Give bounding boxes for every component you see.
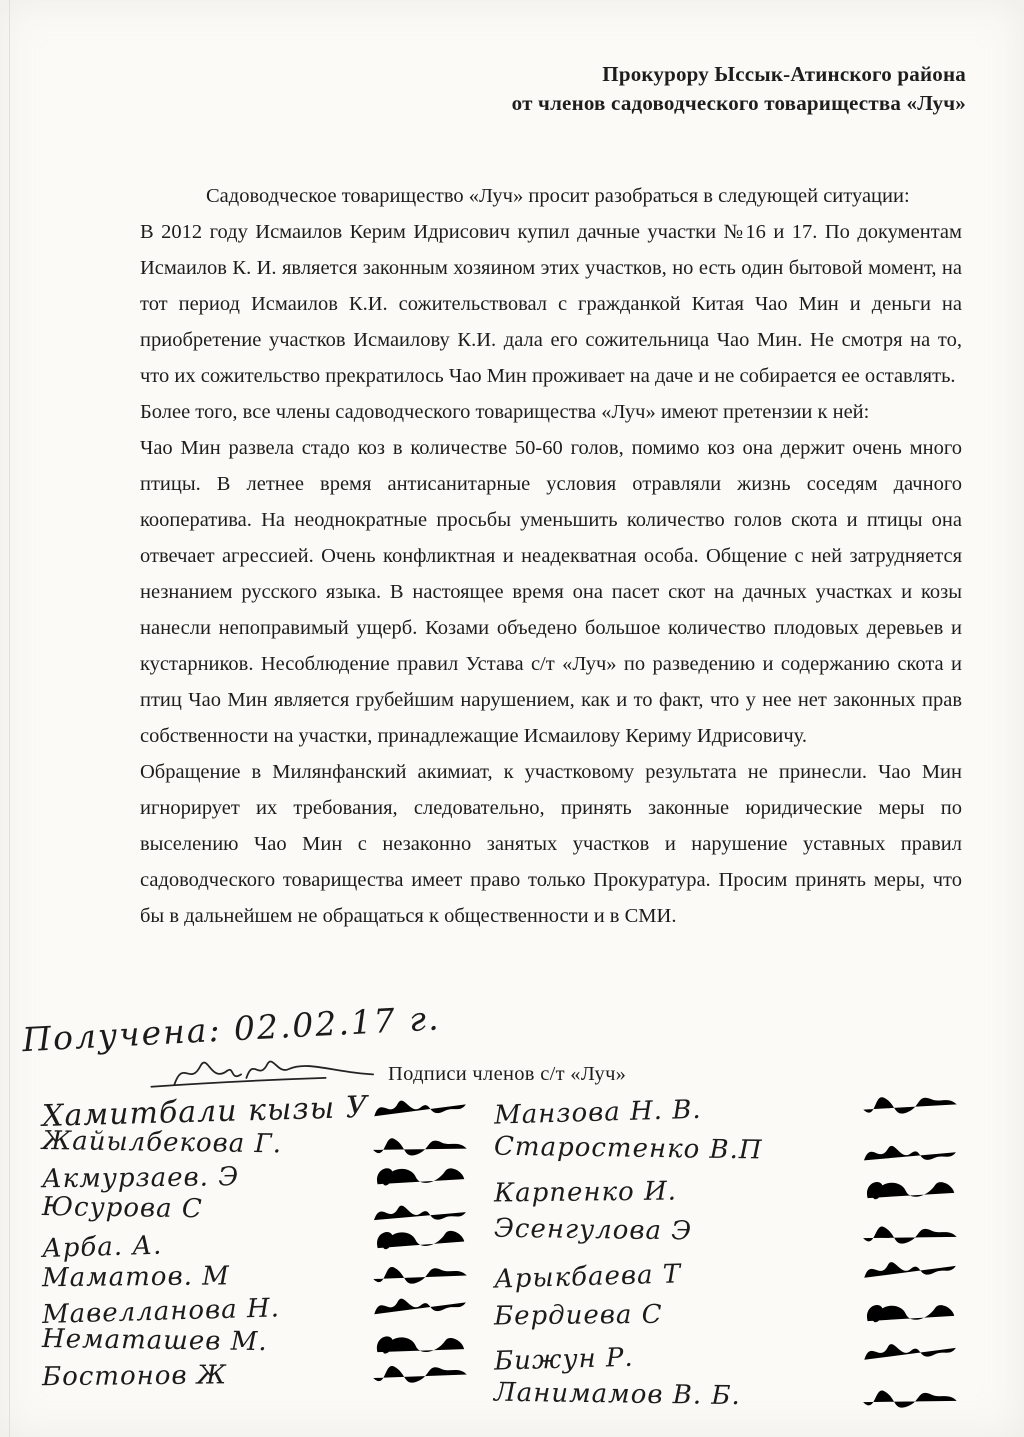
signature-mark [368, 1087, 473, 1124]
paragraph-request: Обращение в Милянфанский акимиат, к участковому результата не принесли. Чао Мин игнорирует их требования, следовательно, принять законные юридические меры по выселению Чао Мин с незаконно занятых участков и нарушение уставных правил садоводческого товарищества имеет право только Прокуратура. Просим принять меры, что бы в дальнейшем не обращаться к общественности и в СМИ. [140, 761, 962, 927]
signer-name: Нематашев М. [41, 1323, 268, 1357]
signer-name: Арыкбаева Т [493, 1258, 682, 1295]
signer-row [494, 1372, 970, 1420]
signature-mark [367, 1220, 472, 1257]
signer-row [494, 1126, 970, 1174]
signature-mark [851, 1171, 969, 1206]
signature-flourish-mark [140, 1048, 388, 1092]
signer-name: Арба. А. [41, 1230, 163, 1264]
signer-row [494, 1168, 969, 1214]
signer-name: Старостенко В.П [493, 1131, 763, 1165]
letter-body [140, 178, 962, 934]
letter-header [512, 60, 966, 118]
signer-name: Юсурова С [41, 1191, 203, 1224]
signer-name: Жайылбекова Г. [41, 1125, 283, 1159]
signature-mark [850, 1331, 969, 1368]
signature-mark [851, 1294, 969, 1329]
received-note-handwritten: Получена: 02.02.17 г. [21, 998, 442, 1060]
paragraph-claims-intro: Более того, все члены садоводческого товарищества «Луч» имеют претензии к ней: [140, 401, 870, 423]
header-sender-line: от членов садоводческого товарищества «Луч» [511, 91, 966, 115]
scan-edge-line [9, 0, 10, 1437]
signers-column-right [494, 1088, 969, 1416]
signer-name: Акмурзаев. Э [41, 1161, 240, 1194]
signer-name: Бостонов Ж [41, 1359, 228, 1392]
signer-name: Эсенгулова Э [493, 1213, 693, 1246]
signature-mark [851, 1380, 969, 1416]
signature-mark [850, 1249, 969, 1286]
signer-name: Карпенко И. [493, 1176, 678, 1208]
paragraph-purchase-history: В 2012 году Исмаилов Керим Идрисович купил дачные участки №16 и 17. По документам Исмаилов К. И. является законным хозяином этих участков, но есть один бытовой момент, на тот период Исмаилов К.И. сожительствовал с гражданкой Китая Чао Мин и деньги на приобретение участков Исмаилову К.И. дала его сожительница Чао Мин. Не смотря на то, что их сожительство прекратилось Чао Мин проживает на даче и не собирается ее оставлять. [140, 221, 962, 387]
paragraph-intro: Садоводческое товарищество «Луч» просит разобраться в следующей ситуации: [206, 185, 910, 207]
paragraph-complaints: Чао Мин развела стадо коз в количестве 50-60 голов, помимо коз она держит очень много птицы. В летнее время антисанитарные условия отравляли жизнь соседям дачного кооператива. На неоднократные просьбы уменьшить количество голов скота и птицы она отвечает агрессией. Очень конфликтная и неадекватная особа. Общение с ней затрудняется незнанием русского языка. В настоящее время она пасет скот на дачных участках и козы нанесли непоправимый ущерб. Козами объедено большое количество плодовых деревьев и кустарников. Несоблюдение правил Устава с/т «Луч» по разведению и содержанию скота и птиц Чао Мин является грубейшим нарушением, как и то факт, что у нее нет законных прав собственности на участки, принадлежащие Исмаилову Кериму Идрисовичу. [140, 437, 962, 747]
signer-name: Бердиева С [493, 1299, 663, 1331]
signature-mark [850, 1085, 969, 1122]
signature-mark [368, 1157, 472, 1192]
signer-name: Маматов. М [41, 1260, 230, 1293]
signature-mark [367, 1286, 472, 1323]
signatures-caption-row [140, 1048, 626, 1092]
signer-name: Манзова Н. В. [493, 1094, 702, 1131]
signer-name: Мавелланова Н. [41, 1292, 281, 1330]
signature-mark [368, 1355, 472, 1390]
signatures-caption: Подписи членов с/т «Луч» [388, 1063, 627, 1085]
signature-mark [851, 1134, 969, 1170]
signer-name: Ланимамов В. Б. [493, 1377, 741, 1411]
header-recipient-line: Прокурору Ыссык-Атинского района [602, 62, 966, 86]
signer-row [42, 1158, 472, 1196]
signers-column-left [41, 1089, 472, 1392]
signer-name: Бижун Р. [493, 1342, 635, 1377]
signer-row [42, 1356, 472, 1394]
signer-name: Хамитбали кызы У [41, 1089, 369, 1134]
